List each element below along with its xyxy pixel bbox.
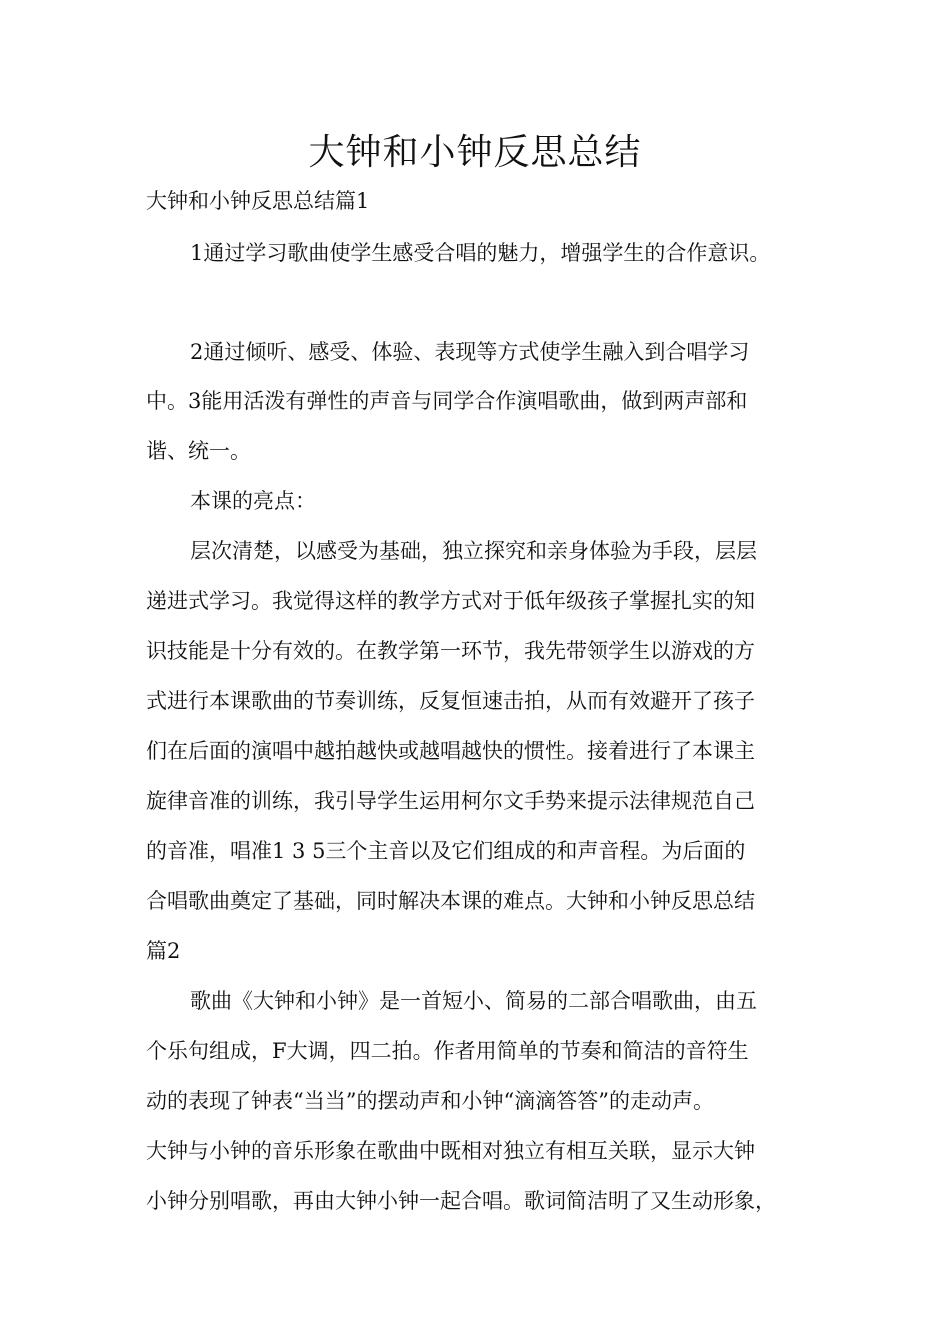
paragraph-line: 大钟与小钟的音乐形象在歌曲中既相对独立有相互关联，显示大钟: [146, 1139, 755, 1163]
paragraph-line: 个乐句组成，F大调，四二拍。作者用简单的节奏和简洁的音符生: [146, 1039, 749, 1063]
paragraph-line: 小钟分别唱歌，再由大钟小钟一起合唱。歌词简洁明了又生动形象，: [146, 1189, 776, 1213]
paragraph-line: 谐、统一。: [146, 439, 251, 463]
paragraph-line: 动的表现了钟表“当当”的摆动声和小钟“滴滴答答”的走动声。: [146, 1089, 714, 1113]
highlights-heading: 本课的亮点：: [190, 489, 316, 513]
paragraph-line: 式进行本课歌曲的节奏训练，反复恒速击拍，从而有效避开了孩子: [146, 689, 755, 713]
paragraph-line: 歌曲《大钟和小钟》是一首短小、简易的二部合唱歌曲，由五: [190, 989, 757, 1013]
section-heading-1: 大钟和小钟反思总结篇1: [146, 189, 370, 213]
paragraph-line: 合唱歌曲奠定了基础，同时解决本课的难点。大钟和小钟反思总结: [146, 889, 755, 913]
paragraph-line: 递进式学习。我觉得这样的教学方式对于低年级孩子掌握扎实的知: [146, 589, 755, 613]
document-title: 大钟和小钟反思总结: [308, 132, 642, 173]
paragraph-line: 识技能是十分有效的。在教学第一环节，我先带领学生以游戏的方: [146, 639, 755, 663]
paragraph-line: 中。3能用活泼有弹性的声音与同学合作演唱歌曲，做到两声部和: [146, 389, 748, 413]
paragraph-line: 的音准，唱准1 3 5三个主音以及它们组成的和声音程。为后面的: [146, 839, 746, 863]
section-heading-2: 篇2: [146, 939, 181, 963]
paragraph-line: 2通过倾听、感受、体验、表现等方式使学生融入到合唱学习: [190, 340, 750, 364]
paragraph-line: 层次清楚，以感受为基础，独立探究和亲身体验为手段，层层: [190, 539, 757, 563]
paragraph-line: 们在后面的演唱中越拍越快或越唱越快的惯性。接着进行了本课主: [146, 739, 755, 763]
paragraph-line: 旋律音准的训练，我引导学生运用柯尔文手势来提示法律规范自己: [146, 789, 755, 813]
paragraph-line: 1通过学习歌曲使学生感受合唱的魅力，增强学生的合作意识。: [190, 241, 771, 265]
